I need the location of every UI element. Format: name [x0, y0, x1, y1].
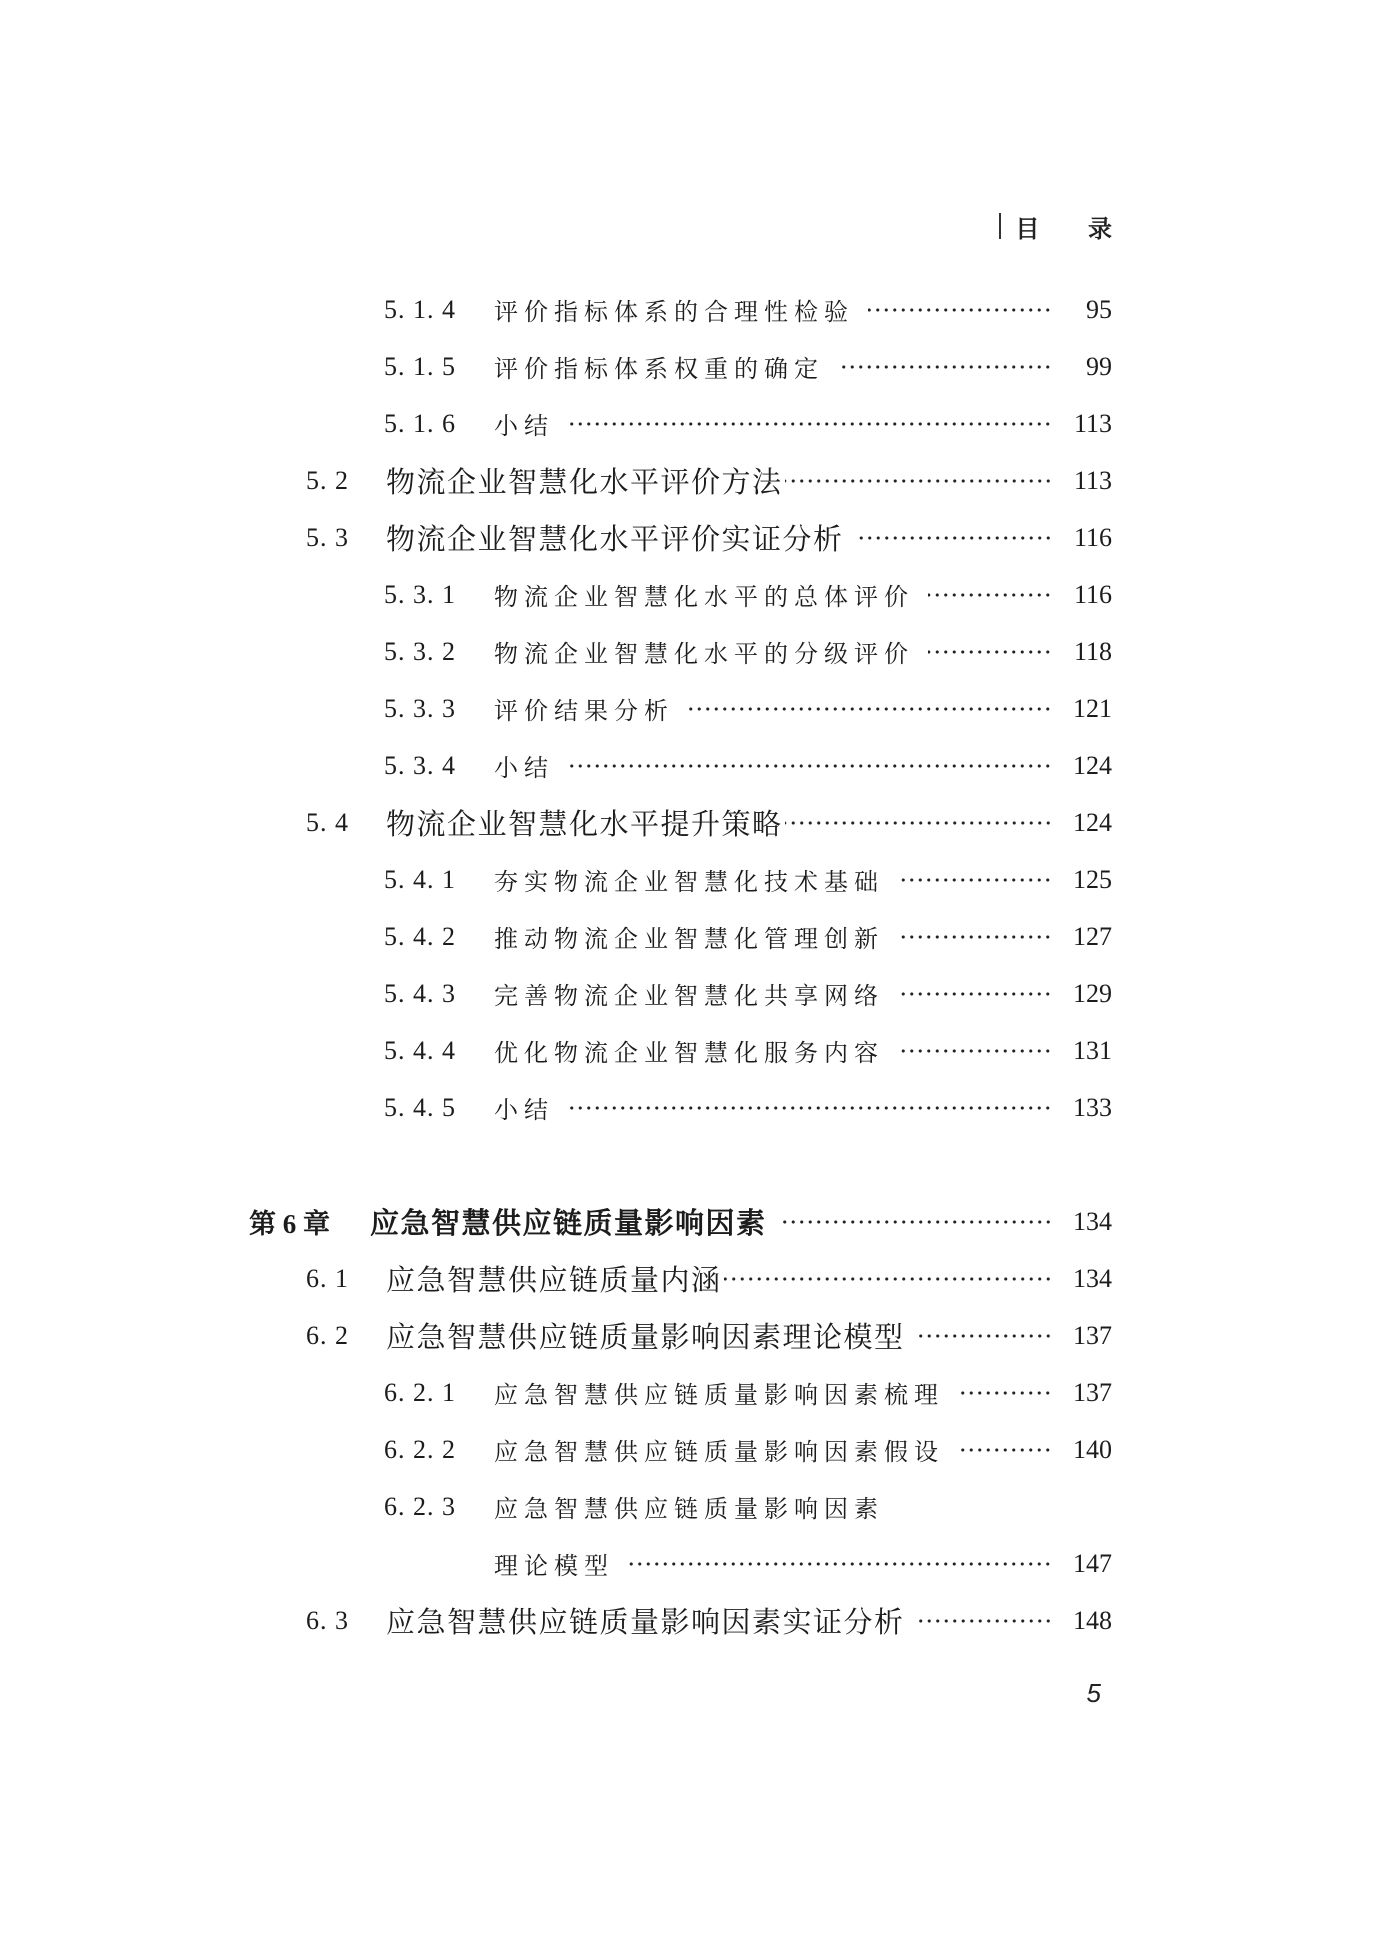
entry-page-number: 124 — [1073, 807, 1112, 837]
entry-number: 5. 4. 2 — [384, 921, 456, 951]
dot-leader — [919, 1332, 1052, 1340]
toc-entry — [0, 1421, 1112, 1478]
entry-title: 应急智慧供应链质量影响因素实证分析 — [386, 1607, 905, 1639]
toc-entry — [0, 1478, 1112, 1535]
header-title: 目 录 — [1015, 215, 1112, 243]
dot-leader — [781, 1218, 1052, 1226]
entry-number: 5. 4. 1 — [384, 864, 456, 894]
toc-entry — [0, 623, 1112, 680]
entry-title: 应急智慧供应链质量影响因素假设 — [494, 1440, 944, 1466]
entry-title: 应急智慧供应链质量影响因素梳理 — [494, 1383, 944, 1409]
toc-chapter-entry — [0, 1193, 1112, 1250]
toc-entry — [0, 1250, 1112, 1307]
entry-number: 5. 3. 3 — [384, 693, 456, 723]
entry-number: 6. 1 — [306, 1263, 349, 1293]
entry-number: 5. 4. 3 — [384, 978, 456, 1008]
entry-title: 应急智慧供应链质量影响因素理论模型 — [386, 1322, 905, 1354]
toc-entry — [0, 737, 1112, 794]
dot-leader — [785, 819, 1052, 827]
entry-page-number: 137 — [1073, 1320, 1112, 1350]
toc-entry — [0, 509, 1112, 566]
entry-number: 6. 2. 3 — [384, 1491, 456, 1521]
entry-page-number: 134 — [1073, 1206, 1112, 1236]
entry-title: 应急智慧供应链质量影响因素 — [494, 1497, 884, 1523]
toc-entry — [0, 1364, 1112, 1421]
toc-entry — [0, 338, 1112, 395]
entry-number: 5. 3. 4 — [384, 750, 456, 780]
toc-entry — [0, 908, 1112, 965]
running-header — [999, 211, 1112, 241]
entry-title: 小结 — [494, 1098, 554, 1124]
dot-leader — [898, 933, 1052, 941]
dot-leader — [958, 1446, 1052, 1454]
entry-page-number: 140 — [1073, 1434, 1112, 1464]
toc-entry — [0, 1592, 1112, 1649]
entry-number: 5. 3 — [306, 522, 349, 552]
entry-title: 物流企业智慧化水平评价实证分析 — [386, 524, 844, 556]
entry-title: 评价指标体系的合理性检验 — [494, 300, 854, 326]
entry-page-number: 116 — [1073, 579, 1112, 609]
dot-leader — [724, 1275, 1052, 1283]
dot-leader — [785, 477, 1052, 485]
entry-page-number: 134 — [1073, 1263, 1112, 1293]
entry-title: 完善物流企业智慧化共享网络 — [494, 984, 884, 1010]
toc-entry-continuation — [0, 1535, 1112, 1592]
entry-title: 物流企业智慧化水平的分级评价 — [494, 642, 914, 668]
dot-leader — [688, 705, 1052, 713]
entry-page-number: 118 — [1073, 636, 1112, 666]
entry-page-number: 137 — [1073, 1377, 1112, 1407]
dot-leader — [568, 420, 1052, 428]
entry-title: 夯实物流企业智慧化技术基础 — [494, 870, 884, 896]
entry-number: 6. 2 — [306, 1320, 349, 1350]
entry-title: 优化物流企业智慧化服务内容 — [494, 1041, 884, 1067]
dot-leader — [858, 534, 1052, 542]
entry-title: 物流企业智慧化水平评价方法 — [386, 467, 783, 499]
entry-page-number: 124 — [1073, 750, 1112, 780]
toc-entry — [0, 680, 1112, 737]
entry-title: 物流企业智慧化水平提升策略 — [386, 809, 783, 841]
entry-number: 5. 4. 5 — [384, 1092, 456, 1122]
entry-page-number: 95 — [1086, 294, 1112, 324]
entry-number: 5. 1. 5 — [384, 351, 456, 381]
toc-entry — [0, 794, 1112, 851]
entry-page-number: 133 — [1073, 1092, 1112, 1122]
toc-entry — [0, 851, 1112, 908]
dot-leader — [898, 1047, 1052, 1055]
dot-leader — [838, 363, 1052, 371]
entry-number: 5. 4 — [306, 807, 349, 837]
entry-title: 推动物流企业智慧化管理创新 — [494, 927, 884, 953]
entry-number: 5. 1. 4 — [384, 294, 456, 324]
entry-page-number: 113 — [1073, 408, 1112, 438]
dot-leader — [919, 1617, 1052, 1625]
entry-page-number: 121 — [1073, 693, 1112, 723]
entry-number: 5. 1. 6 — [384, 408, 456, 438]
entry-page-number: 129 — [1073, 978, 1112, 1008]
entry-page-number: 131 — [1073, 1035, 1112, 1065]
entry-title: 评价指标体系权重的确定 — [494, 357, 824, 383]
entry-title: 评价结果分析 — [494, 699, 674, 725]
entry-number: 6. 2. 2 — [384, 1434, 456, 1464]
dot-leader — [928, 591, 1052, 599]
entry-title-continuation: 理论模型 — [494, 1554, 614, 1580]
dot-leader — [958, 1389, 1052, 1397]
entry-page-number: 127 — [1073, 921, 1112, 951]
entry-title: 物流企业智慧化水平的总体评价 — [494, 585, 914, 611]
toc-entry — [0, 281, 1112, 338]
entry-number: 5. 4. 4 — [384, 1035, 456, 1065]
entry-page-number: 116 — [1073, 522, 1112, 552]
toc-entry — [0, 452, 1112, 509]
entry-number: 5. 3. 2 — [384, 636, 456, 666]
toc-entry — [0, 566, 1112, 623]
dot-leader — [898, 876, 1052, 884]
entry-page-number: 99 — [1086, 351, 1112, 381]
toc-entry — [0, 1022, 1112, 1079]
entry-number: 6. 2. 1 — [384, 1377, 456, 1407]
dot-leader — [568, 762, 1052, 770]
entry-page-number: 148 — [1073, 1605, 1112, 1635]
entry-title: 小结 — [494, 756, 554, 782]
entry-title: 应急智慧供应链质量内涵 — [386, 1265, 722, 1297]
entry-title: 小结 — [494, 414, 554, 440]
entry-page-number: 147 — [1073, 1548, 1112, 1578]
toc-entry — [0, 1079, 1112, 1136]
entry-number: 5. 3. 1 — [384, 579, 456, 609]
chapter-gap — [0, 1136, 1112, 1193]
entry-number: 5. 2 — [306, 465, 349, 495]
dot-leader — [628, 1560, 1052, 1568]
entry-page-number: 113 — [1073, 465, 1112, 495]
dot-leader — [898, 990, 1052, 998]
page-number: 5 — [1086, 1678, 1101, 1708]
toc-entry — [0, 395, 1112, 452]
header-divider — [999, 213, 1001, 239]
dot-leader — [868, 306, 1052, 314]
entry-number: 6. 3 — [306, 1605, 349, 1635]
dot-leader — [928, 648, 1052, 656]
toc-entry — [0, 1307, 1112, 1364]
table-of-contents — [0, 281, 1112, 1649]
entry-page-number: 125 — [1073, 864, 1112, 894]
chapter-title: 应急智慧供应链质量影响因素 — [370, 1208, 767, 1240]
toc-entry — [0, 965, 1112, 1022]
chapter-number: 第 6 章 — [249, 1209, 330, 1239]
dot-leader — [568, 1104, 1052, 1112]
